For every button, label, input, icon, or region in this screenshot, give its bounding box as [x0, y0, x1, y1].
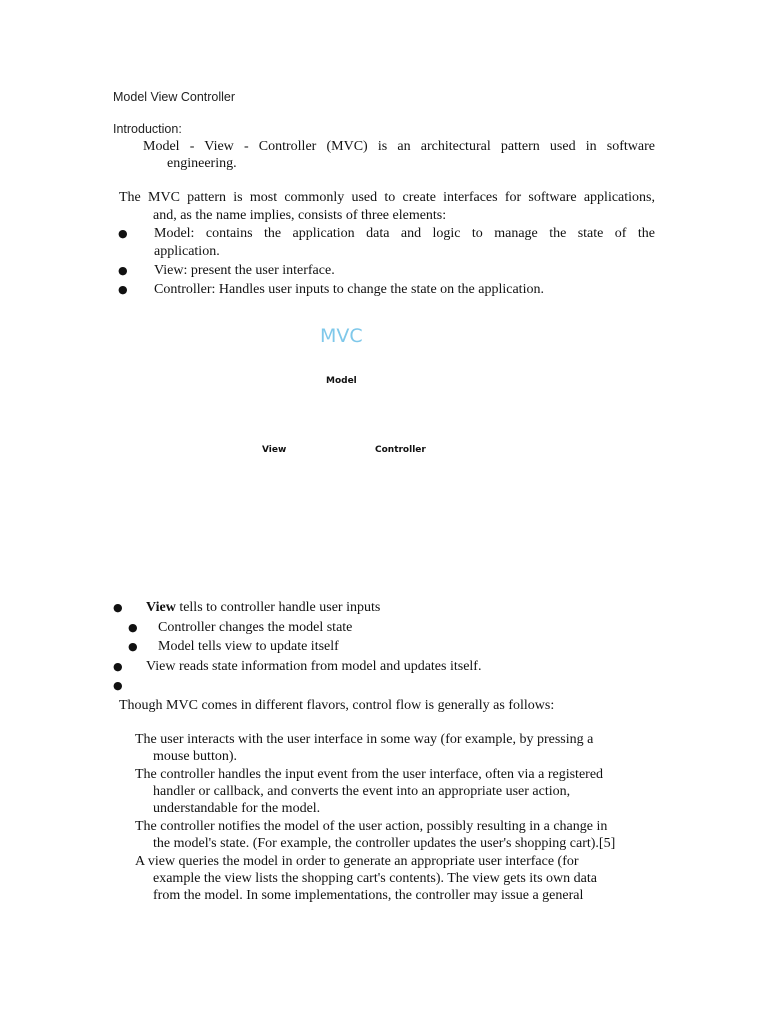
bullet-icon: ● — [113, 660, 123, 673]
intro-line-1: Model - View - Controller (MVC) is an architectural pattern used in software — [143, 139, 655, 154]
diagram-title: MVC — [320, 325, 363, 347]
flow-bullet-3: Model tells view to update itself — [158, 639, 339, 654]
step-2-line-1: The controller handles the input event from the user interface, often via a registered — [135, 767, 604, 782]
step-4-line-1: A view queries the model in order to generate an appropriate user interface (for — [135, 854, 579, 869]
step-3-line-2: the model's state. (For example, the controller updates the user's shopping cart).[5] — [153, 836, 616, 851]
bullet-icon: ● — [113, 601, 123, 614]
document-title: Model View Controller — [113, 90, 236, 104]
element-model-line-2: application. — [154, 244, 220, 259]
diagram-view-label: View — [262, 445, 287, 455]
element-model-line-1: Model: contains the application data and logic to manage the state of the — [154, 226, 655, 241]
empty-bullet-icon: ● — [113, 679, 123, 692]
bullet-icon: ● — [128, 621, 138, 634]
bullet-icon: ● — [118, 227, 128, 240]
flow-bullet-1-bold: View — [146, 600, 176, 615]
step-4-line-2: example the view lists the shopping cart's contents). The view gets its own data — [153, 871, 597, 886]
step-2-line-3: understandable for the model. — [153, 801, 321, 816]
diagram-controller-label: Controller — [375, 445, 426, 455]
element-controller: Controller: Handles user inputs to change the state on the application. — [154, 282, 544, 297]
bullet-icon: ● — [118, 264, 128, 277]
bullet-icon: ● — [128, 640, 138, 653]
diagram-model-label: Model — [326, 376, 357, 386]
step-1-line-2: mouse button). — [153, 749, 237, 764]
step-1-line-1: The user interacts with the user interface in some way (for example, by pressing a — [135, 732, 594, 747]
control-flow-heading: Though MVC comes in different flavors, control flow is generally as follows: — [119, 698, 555, 713]
intro-line-2: engineering. — [167, 156, 237, 171]
flow-bullet-4: View reads state information from model and updates itself. — [146, 659, 482, 674]
step-3-line-1: The controller notifies the model of the user action, possibly resulting in a change in — [135, 819, 608, 834]
step-2-line-2: handler or callback, and converts the event into an appropriate user action, — [153, 784, 571, 799]
mvc-pattern-line-1: The MVC pattern is most commonly used to create interfaces for software applications, — [119, 190, 655, 205]
intro-label: Introduction: — [113, 122, 182, 136]
flow-bullet-1 — [146, 599, 380, 616]
bullet-icon: ● — [118, 283, 128, 296]
element-view: View: present the user interface. — [154, 263, 335, 278]
flow-bullet-2: Controller changes the model state — [158, 620, 353, 635]
step-4-line-3: from the model. In some implementations, the controller may issue a general — [153, 888, 584, 903]
mvc-pattern-line-2: and, as the name implies, consists of three elements: — [153, 208, 447, 223]
flow-bullet-1-rest: tells to controller handle user inputs — [175, 600, 381, 615]
